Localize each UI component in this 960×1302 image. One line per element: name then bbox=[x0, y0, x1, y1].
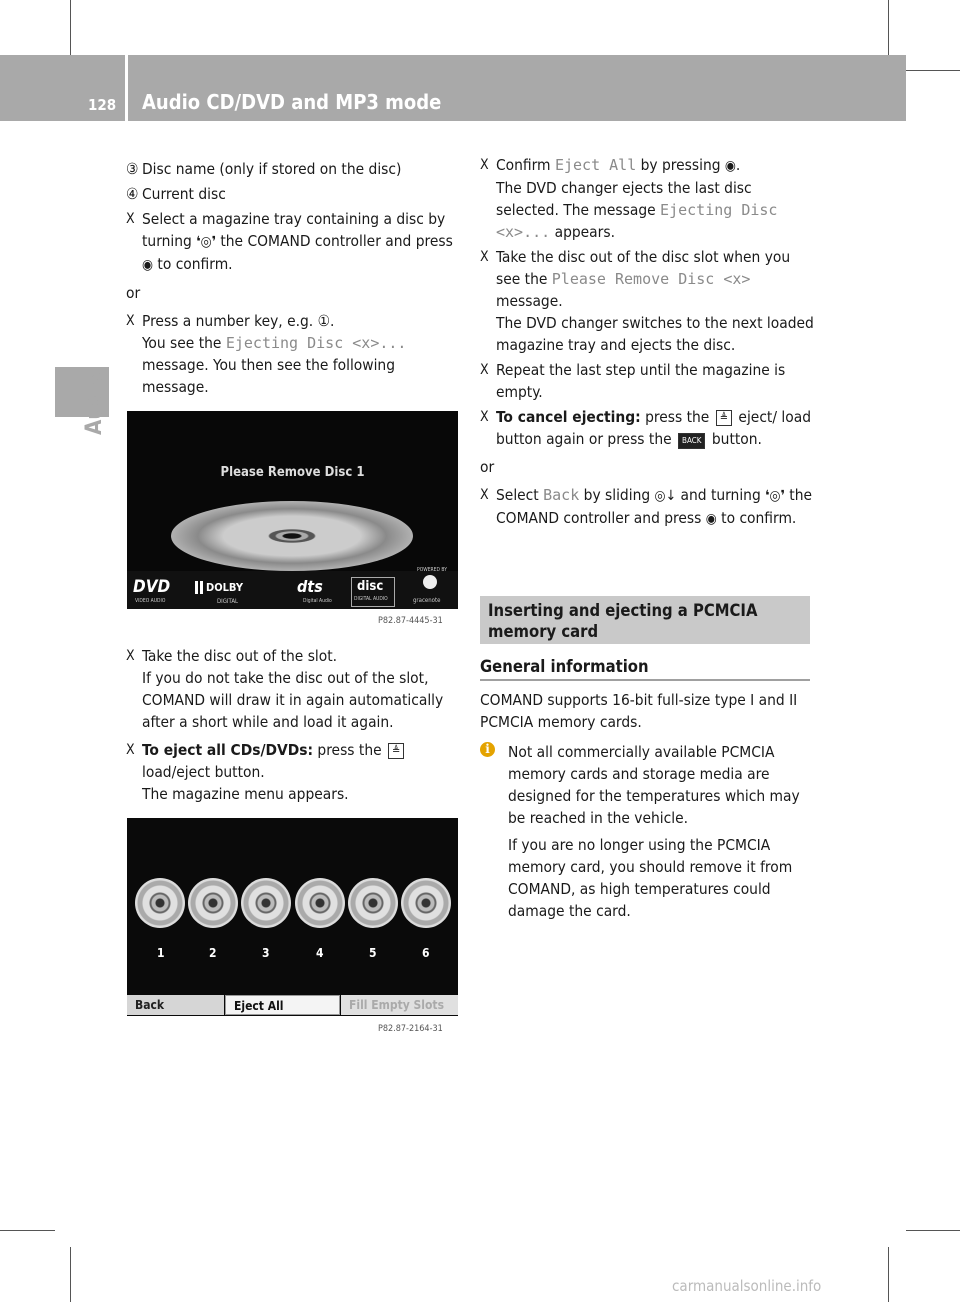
disc-slot-icon bbox=[295, 878, 345, 928]
dolby-logo: DOLBY bbox=[195, 581, 243, 594]
left-column-2 bbox=[126, 645, 462, 808]
step-arrow-icon: X bbox=[480, 409, 489, 425]
eject-key-icon: ≜ bbox=[388, 743, 404, 759]
display-message: Ejecting Disc <x>... bbox=[496, 201, 778, 241]
step-arrow-icon: X bbox=[126, 313, 135, 329]
header-divider bbox=[125, 55, 128, 121]
right-column bbox=[480, 154, 815, 533]
step-select-tray: X Select a magazine tray containing a disc by turning ❛◎❜ the COMAND controller and press ◉ to confirm. bbox=[126, 210, 453, 273]
legend-item-3: ③ Disc name (only if stored on the disc) bbox=[126, 160, 402, 178]
figure-ref: P82.87-4445-31 bbox=[378, 616, 443, 626]
section-heading-box bbox=[480, 596, 810, 644]
slot-number: 1 bbox=[157, 946, 165, 960]
step-repeat: X Repeat the last step until the magazine is empty. bbox=[480, 361, 786, 401]
number-key-icon: ① bbox=[317, 312, 331, 330]
menu-fill-slots-button: Fill Empty Slots bbox=[341, 995, 458, 1015]
disc-slot-icon bbox=[401, 878, 451, 928]
step-confirm-eject: X Confirm Eject All by pressing ◉. The DVD changer ejects the last disc selected. The message Ejecting Disc <x>... appears. bbox=[480, 156, 778, 241]
watermark: carmanualsonline.info bbox=[672, 1277, 822, 1295]
info-note: i Not all commercially available PCMCIA memory cards and storage media are designed for the temperatures which may be reached in the vehicle. If you are no longer using the PCMCIA memory card, you should remove it from COMAND, as high temperatures could damage the card. bbox=[480, 741, 815, 922]
disc-slot-icon bbox=[135, 878, 185, 928]
step-select-back: X Select Back by sliding ◎↓ and turning ❛◎❜ the COMAND controller and press ◉ to confirm. bbox=[480, 486, 813, 527]
press-controller-icon: ◉ bbox=[705, 511, 717, 527]
turn-controller-icon: ❛◎❜ bbox=[765, 488, 785, 504]
crop-mark bbox=[888, 1247, 889, 1302]
crop-mark bbox=[0, 1230, 55, 1231]
section-title: Audio CD/DVD and MP3 mode bbox=[142, 90, 442, 114]
step-arrow-icon: X bbox=[126, 648, 135, 664]
back-key-icon: BACK bbox=[678, 433, 705, 449]
section-heading: Inserting and ejecting a PCMCIA memory card bbox=[488, 601, 758, 641]
step-arrow-icon: X bbox=[480, 487, 489, 503]
or-separator: or bbox=[126, 284, 141, 302]
header-band bbox=[0, 55, 906, 121]
subheading: General information bbox=[480, 657, 810, 681]
step-arrow-icon: X bbox=[480, 362, 489, 378]
menu-eject-all-button: Eject All bbox=[225, 995, 340, 1015]
gracenote-logo-icon bbox=[423, 575, 437, 589]
disc-slot-icon bbox=[348, 878, 398, 928]
page-number: 128 bbox=[88, 96, 117, 114]
slot-number: 6 bbox=[422, 946, 430, 960]
or-separator: or bbox=[480, 458, 495, 476]
crop-mark bbox=[888, 0, 889, 55]
menu-back-button: Back bbox=[127, 995, 224, 1015]
display-option: Back bbox=[543, 486, 580, 504]
crop-mark bbox=[70, 0, 71, 55]
dts-logo: dts bbox=[297, 577, 323, 596]
screen-message: Please Remove Disc 1 bbox=[220, 465, 365, 480]
step-arrow-icon: X bbox=[126, 211, 135, 227]
slot-number: 2 bbox=[209, 946, 217, 960]
step-arrow-icon: X bbox=[480, 249, 489, 265]
step-arrow-icon: X bbox=[480, 157, 489, 173]
right-column-2 bbox=[480, 689, 815, 925]
eject-key-icon: ≜ bbox=[716, 410, 732, 426]
step-number-key: X Press a number key, e.g. ①. You see the Ejecting Disc <x>... message. You then see the following message. bbox=[126, 312, 407, 396]
slide-controller-icon: ◎↓ bbox=[654, 488, 677, 504]
legend-item-4: ④ Current disc bbox=[126, 185, 226, 203]
dvd-logo: DVD bbox=[133, 577, 171, 597]
disc-slot-icon bbox=[241, 878, 291, 928]
display-option: Eject All bbox=[554, 156, 637, 174]
screen-remove-disc: Please Remove Disc 1 DVD VIDEO AUDIO DOLBY DIGITAL dts Digital Audio disc DIGITAL AUDIO POWERED BY gracenote bbox=[127, 411, 458, 609]
side-tab-label: Audio bbox=[82, 371, 107, 435]
disc-slot-icon bbox=[188, 878, 238, 928]
step-arrow-icon: X bbox=[126, 742, 135, 758]
slot-number: 5 bbox=[369, 946, 377, 960]
left-column bbox=[126, 158, 462, 401]
display-message: Ejecting Disc <x>... bbox=[225, 334, 407, 352]
disc-image bbox=[171, 501, 413, 571]
slot-number: 3 bbox=[262, 946, 270, 960]
press-controller-icon: ◉ bbox=[142, 257, 153, 273]
press-controller-icon: ◉ bbox=[724, 158, 736, 174]
figure-ref: P82.87-2164-31 bbox=[378, 1024, 443, 1034]
step-take-disc-slot: X Take the disc out of the disc slot when you see the Please Remove Disc <x> message. The DVD changer switches to the next loaded magazine tray and ejects the disc. bbox=[480, 248, 814, 354]
callout-4-icon: ④ bbox=[126, 185, 139, 203]
callout-3-icon: ③ bbox=[126, 160, 139, 178]
step-eject-all: X To eject all CDs/DVDs: press the ≜ load/eject button. The magazine menu appears. bbox=[126, 739, 462, 805]
crop-mark bbox=[906, 70, 960, 71]
crop-mark bbox=[70, 1247, 71, 1302]
display-message: Please Remove Disc <x> bbox=[551, 270, 751, 288]
info-icon: i bbox=[480, 742, 495, 757]
turn-controller-icon: ❛◎❜ bbox=[196, 234, 216, 250]
slot-number: 4 bbox=[316, 946, 324, 960]
crop-mark bbox=[906, 1230, 960, 1231]
intro-paragraph: COMAND supports 16-bit full-size type I and II PCMCIA memory cards. bbox=[480, 691, 798, 731]
step-cancel-ejecting: X To cancel ejecting: press the ≜ eject/ load button again or press the BACK button. bbox=[480, 408, 812, 448]
step-take-disc: X Take the disc out of the slot. If you do not take the disc out of the slot, COMAND will draw it in again automatically after a short while and load it again. bbox=[126, 647, 444, 731]
screen-magazine-menu bbox=[127, 818, 458, 1016]
logo-strip bbox=[127, 571, 458, 609]
